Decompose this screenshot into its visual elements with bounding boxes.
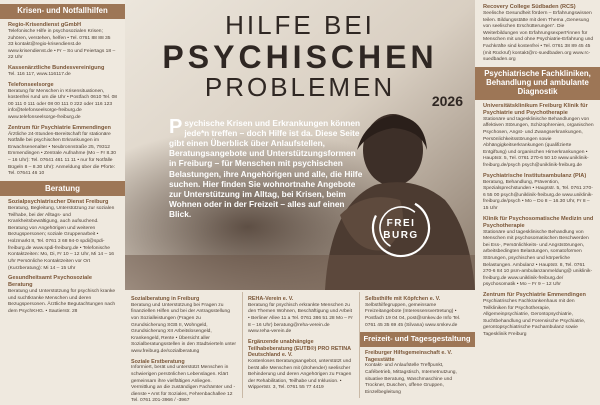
entry-text: Stationäre und tagesklinische Behandlungen von affektiven Störungen, Schizophrenien, organischen Psychosen, Angst- und Zwangserkrankungen, Persönlichkeitsstörungen sowie Abhängigkeitserkrankungen (qualifizierte Entgiftung) und organischen Hirnerkrankungen • Hauptstr. 5, Tel. 0761 270-6 50 10 www.uniklinik-freiburg.de/psych psych@uniklinik-freiburg.de xyxy=(483,116,594,168)
bottom-column-1 xyxy=(125,290,242,404)
bottom-section xyxy=(125,290,475,404)
entry-title: Kassenärztliche Bundesvereinigung xyxy=(8,64,105,71)
entry-text: Beratung für psychisch erkrankte Menschen zu den Themen Wohnen, Beschäftigung und Arbeit • Berliner Allee 11 a Tel. 0761 386 51 28 Mo – Fr 8 – 16 Uhr) beratung@reha-verein.de www.reha-verein.de xyxy=(248,302,353,335)
entry-title: Zentrum für Psychiatrie Emmendingen xyxy=(483,292,586,299)
entry-text: Kostenloses Beratungsangebot, unterstützt und berät alle Menschen mit (drohender) seelischer Behinderung und deren Angehörigen zu Fragen der Rehabilitation, Teilhabe und Inklusion. • Wippertstr. 3, Tel. 0761 55 77 4419 xyxy=(248,359,352,391)
entry-text: Informiert, berät und unterstützt Menschen in schwierigen persönlichen Lebenslagen. Klärt gemeinsam ihre vielfältigen Anliegen. Vermittlung an die zuständigen Fachämter und -dienste • Amt für Soziales, Fehrenbachallee 12 Tel. 0761 201-3966 / -3967 xyxy=(131,365,236,404)
entry-text: Beratung für Menschen in Krisensituationen, kostenfrei rund um die Uhr • Postfach 0610 Tel. 08 00 111 0 111 oder 08 00 111 0 222 oder 116 123 info@telefonseelsorge-freiburg.de www.telefonseelsorge-freiburg.de xyxy=(8,88,118,120)
directory-entry xyxy=(365,350,470,397)
directory-entry xyxy=(8,125,117,178)
entry-title: REHA-Verein e. V. xyxy=(248,296,294,302)
hero-title-line1: HILFE BEI xyxy=(225,10,375,40)
entry-text: Psychiatrisches Fachkrankenhaus mit den Teilkliniken für Psychotherapie, Allgemeinpsychiatrie, Gerontopsychiatrie, Suchtbehandlung und Forensische Psychiatrie, gerontopsychiatrische Fachambulanz sowie Tagesklinik Freiburg xyxy=(483,299,586,338)
hero-title-line3: PROBLEMEN xyxy=(204,72,396,102)
entry-text: Beratung, Begleitung, Unterstützung zur sozialen Teilhabe, bei der Alltags- und Krankheitsbewältigung, auch aufsuchend. Beratung von Angehörigen und weiteren Bezugspersonen; soziale Gruppenarbeit • Holzmarkt 8, Tel. 0761 3 68 94-0 spdi@spdi-freiburg.de www.spdi-freiburg.de • Telefonische Kontaktzeiten: Mo, Di, Fr 10 – 12 Uhr, Mi 14 – 16 Uhr Persönliche Kontaktzeiten vor Ort (Kurzberatung): Mi 14 – 15 Uhr xyxy=(8,206,115,271)
entry-title: Selbsthilfe mit Köpfchen e. V. xyxy=(365,296,441,302)
directory-entry xyxy=(365,296,470,329)
directory-entry xyxy=(8,275,117,315)
directory-entry xyxy=(483,292,594,339)
section-banner-beratung: Beratung xyxy=(0,181,125,196)
entry-title: Regio-Krisendienst gGmbH xyxy=(8,21,82,28)
directory-entry xyxy=(483,216,594,289)
right-column xyxy=(475,0,600,400)
directory-entry xyxy=(131,359,237,405)
section-banner-kliniken: Psychiatrische Fachkliniken, Behandlung und ambulante Diagnostik xyxy=(475,67,600,100)
entry-text: Ärztliche 24-Stunden-Bereitschaft für stationäre Notfälle bei psychischen Erkrankungen im Erwachsenenalter • Neubronnstraße 25, 79312 Emmendingen • Zentrale Aufnahme (Mo – Fr 8.30 – 16 Uhr): Tel. 07641 461 11 11 • nur für Notfälle Bügeln 8 – 8.30 Uhr): Anmeldung über die Pforte: Tel. 07641 46 10 xyxy=(8,131,117,177)
entry-text: Selbsthilfegruppen, gemeinsame Freizeitangebote (Interessensvertretung) • Postfach 19 04 04, post@smkev.de Info Tel. 0761 45 35 69 45 (Silvana) www.smkev.de xyxy=(365,302,461,328)
svg-text:BURG: BURG xyxy=(383,230,419,241)
entry-title: Zentrum für Psychiatrie Emmendingen xyxy=(8,124,111,131)
directory-entry xyxy=(248,339,354,392)
directory-entry xyxy=(8,65,117,79)
left-column xyxy=(0,0,125,400)
section-banner-krisen: Krisen- und Notfallhilfen xyxy=(0,4,125,19)
entry-title: Gesundheitsamt Psychosoziale Beratung xyxy=(8,275,92,289)
directory-entry xyxy=(8,22,117,62)
svg-text:FREI: FREI xyxy=(386,218,416,229)
bottom-column-3 xyxy=(359,290,475,400)
entry-text: Beratung, Behandlung, Prävention, Spezialsprechstunden • Hauptstr. 5, Tel. 0761 270-6 55 00 psych@uniklinik-freiburg.de www.uniklinik-freiburg.de/psych • Mo – Do 8 – 16.30 Uhr, Fr 8 – 15 Uhr xyxy=(483,179,593,211)
entry-text: Stationäre und tagesklinische Behandlung von Menschen mit psychosomatischen Beschwerden bei Ess-, Persönlichkeits- und Angststörungen, arbeitsbedingten Belastungen, somatoformen Störungen, psychischen und körperliche Belastungen. Ambulanz • Hauptstr. 8, Tel. 0761 270-6 84 10 psm-ambulanzanmeldung@ uniklinik-freiburg.de www.uniklinik-freiburg.de/ psychosomatik • Mo – Fr 9 – 12 Uhr xyxy=(483,229,593,288)
entry-text: Seelische Gesundheit fördern – Erfahrungswissen teilen. Bildungsstätte mit dem Thema „Genesung von seelischen Erschütterungen“. Die Weiterbildungen von Erfahrungsexpert*innen für Menschen mit und ohne Psychiatrie-Erfahrung und Fachkräfte sind kostenfrei • Tel. 0761 38 89 45 45 (mit Rückruf) kontakt@rc-suedbaden.org www.rc-suedbaden.org xyxy=(483,10,594,63)
hero-year: 2026 xyxy=(431,93,463,109)
entry-title: Universitätsklinikum Freiburg Klinik für Psychiatrie und Psychotherapie xyxy=(483,102,588,116)
entry-title: Sozialpsychiatrischer Dienst Freiburg xyxy=(8,199,109,206)
entry-title: Klinik für Psychosomatische Medizin und Psychotherapie xyxy=(483,215,594,229)
directory-entry xyxy=(483,4,594,64)
entry-text: Tel. 116 117, www.116117.de xyxy=(8,71,71,77)
column-divider xyxy=(359,292,360,398)
entry-text: Beratung und Unterstützung bei Fragen zu finanziellen Hilfen und bei der Antragsstellung von Sozialleistungen (Fragen zu Grundsicherung SGB II, Wohngeld, Grundsicherung XII Arbeitslosengeld, Krankengeld, Rente • Übersicht aller Sozialberatungsstellen in den Stadtvierteln unter www.freiburg.de/sozialberatung xyxy=(131,302,236,355)
entry-text: Beratung und Unterstützung für psychisch kranke und suchtkranke Menschen und deren Bezugspersonen. Ärztliche Begutachtungen nach dem PsychKHG. • Sautierstr. 28 xyxy=(8,289,116,314)
bottom-column-2 xyxy=(242,290,359,400)
entry-title: Recovery College Südbaden (RCS) xyxy=(483,4,576,10)
entry-title: Ergänzende unabhängige Teilhabeberatung (EUTB®) PRO RETINA Deutschland e. V. xyxy=(248,338,351,359)
intro-text: sychische Krisen und Erkrankungen können jede*n treffen – doch Hilfe ist da. Diese Seite gibt einen Überblick über Anlaufstellen, Beratungsangebote und Unterstützungsformen in Freiburg – für Menschen mit psychischen Belastungen, ihre Angehörigen und alle, die Hilfe suchen. Hier finden Sie wohnortnahe Angebote zur Unterstützung im Alltag, bei Krisen, beim Wohnen oder in der Freizeit – alles auf einen Blick. xyxy=(169,118,363,219)
entry-title: Freiburger Hilfsgemeinschaft e. V. Tagesstätte xyxy=(365,349,452,363)
directory-entry xyxy=(8,199,117,272)
intro-dropcap: P xyxy=(169,116,183,138)
entry-title: Telefonseelsorge xyxy=(8,81,54,88)
directory-entry xyxy=(483,173,594,213)
section-banner-freizeit: Freizeit- und Tagesgestaltung xyxy=(359,332,475,347)
entry-text: Telefonische Hilfe in psychosozialen Krisen; zuhören, verstehen, helfen • Tel. 0761 88 88 35 33 kontakt@regio-krisendienst.de www.krisendienst.de • Fr – So und Feiertags 18 – 22 Uhr xyxy=(8,28,116,61)
directory-entry xyxy=(8,82,117,122)
entry-title: Sozialberatung in Freiburg xyxy=(131,296,200,302)
directory-entry xyxy=(248,296,354,336)
entry-text: Kontakt- und Anlaufstelle Treffpunkt, Cafébetrieb, Mittagstisch, Internetnutzung, situative Beratung, Waschmaschine und Trockner, Duschen, offene Gruppen, Einzelbegleitung xyxy=(365,363,457,395)
entry-title: Psychiatrische Institutsambulanz (PIA) xyxy=(483,172,587,179)
hero-title-line2: PSYCHISCHEN xyxy=(162,39,438,75)
directory-entry xyxy=(483,103,594,170)
column-divider xyxy=(242,292,243,398)
freiburg-logo xyxy=(368,195,434,261)
entry-title: Soziale Erstberatung xyxy=(131,358,185,365)
hero-intro xyxy=(169,118,365,219)
directory-entry xyxy=(131,296,237,356)
hero-section xyxy=(125,0,475,290)
